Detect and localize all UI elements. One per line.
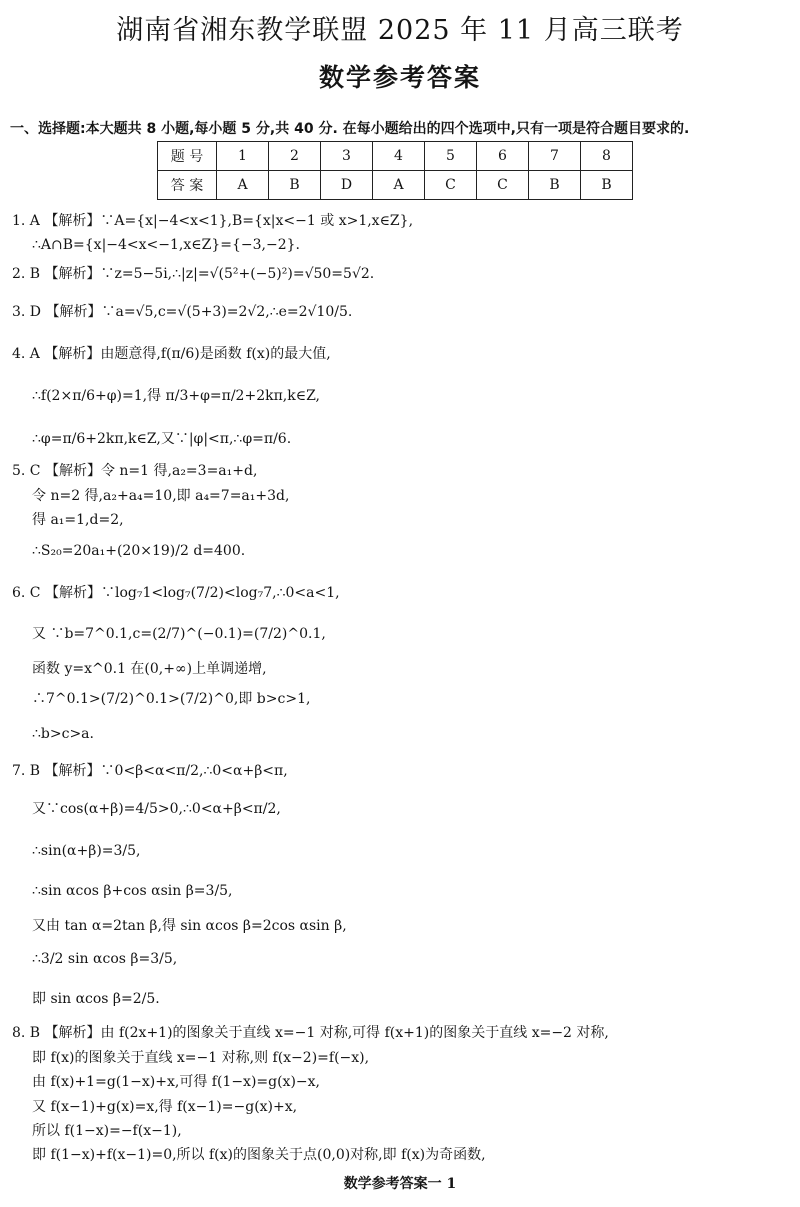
page-footer: 数学参考答案一 1 (343, 1176, 457, 1192)
question-number: 6 (477, 142, 529, 171)
solution-6-line-3: 函数 y=x^0.1 在(0,+∞)上单调递增, (32, 661, 267, 677)
answer-cell: C (425, 171, 477, 200)
question-number: 7 (529, 142, 581, 171)
solution-4-line-2: ∴f(2×π/6+φ)=1,得 π/3+φ=π/2+2kπ,k∈Z, (32, 388, 321, 404)
solution-7-line-6: ∴3/2 sin αcos β=3/5, (32, 951, 178, 967)
solution-6-line-5: ∴b>c>a. (32, 726, 94, 742)
solution-5-line-2: 令 n=2 得,a₂+a₄=10,即 a₄=7=a₁+3d, (32, 488, 290, 504)
solution-7-line-4: ∴sin αcos β+cos αsin β=3/5, (32, 883, 233, 899)
solution-7-line-1: 7. B 【解析】∵0<β<α<π/2,∴0<α+β<π, (12, 763, 288, 779)
solution-7-line-7: 即 sin αcos β=2/5. (32, 991, 160, 1007)
solution-1-line-2: ∴A∩B={x|−4<x<−1,x∈Z}={−3,−2}. (32, 237, 300, 253)
solution-5-line-1: 5. C 【解析】令 n=1 得,a₂=3=a₁+d, (12, 463, 258, 479)
page-subtitle: 数学参考答案 (318, 63, 481, 92)
solution-4-line-1: 4. A 【解析】由题意得,f(π/6)是函数 f(x)的最大值, (12, 346, 331, 362)
answer-cell: B (269, 171, 321, 200)
solution-8-line-2: 即 f(x)的图象关于直线 x=−1 对称,则 f(x−2)=f(−x), (32, 1050, 370, 1066)
answer-cell: B (529, 171, 581, 200)
solution-8-line-6: 即 f(1−x)+f(x−1)=0,所以 f(x)的图象关于点(0,0)对称,即 f(x)为奇函数, (32, 1147, 486, 1163)
answer-cell: D (321, 171, 373, 200)
solution-2-line-1: 2. B 【解析】∵z=5−5i,∴|z|=√(5²+(−5)²)=√50=5√2. (12, 266, 375, 282)
question-number: 2 (269, 142, 321, 171)
table-row (158, 171, 633, 200)
question-number: 3 (321, 142, 373, 171)
solution-7-line-5: 又由 tan α=2tan β,得 sin αcos β=2cos αsin β, (32, 918, 347, 934)
question-number: 8 (581, 142, 633, 171)
question-number: 5 (425, 142, 477, 171)
solution-8-line-5: 所以 f(1−x)=−f(x−1), (32, 1123, 182, 1139)
solution-6-line-4: ∴7^0.1>(7/2)^0.1>(7/2)^0,即 b>c>1, (32, 691, 311, 707)
solution-6-line-1: 6. C 【解析】∵log₇1<log₇(7/2)<log₇7,∴0<a<1, (12, 585, 340, 601)
question-number: 1 (217, 142, 269, 171)
answer-cell: B (581, 171, 633, 200)
answer-cell: C (477, 171, 529, 200)
solution-1-line-1: 1. A 【解析】∵A={x|−4<x<1},B={x|x<−1 或 x>1,x∈Z}, (12, 213, 414, 229)
table-row (158, 142, 633, 171)
table-row-label: 答 案 (158, 171, 217, 200)
section-heading: 一、选择题:本大题共 8 小题,每小题 5 分,共 40 分. 在每小题给出的四个选项中,只有一项是符合题目要求的. (10, 121, 690, 137)
solution-8-line-3: 由 f(x)+1=g(1−x)+x,可得 f(1−x)=g(x)−x, (32, 1074, 320, 1090)
solution-8-line-1: 8. B 【解析】由 f(2x+1)的图象关于直线 x=−1 对称,可得 f(x+1)的图象关于直线 x=−2 对称, (12, 1025, 609, 1041)
solution-5-line-4: ∴S₂₀=20a₁+(20×19)/2 d=400. (32, 543, 246, 559)
answer-cell: A (217, 171, 269, 200)
solution-6-line-2: 又 ∵b=7^0.1,c=(2/7)^(−0.1)=(7/2)^0.1, (32, 626, 326, 642)
solution-4-line-3: ∴φ=π/6+2kπ,k∈Z,又∵|φ|<π,∴φ=π/6. (32, 431, 292, 447)
answer-table (157, 141, 633, 200)
solution-5-line-3: 得 a₁=1,d=2, (32, 512, 124, 528)
table-row-label: 题 号 (158, 142, 217, 171)
solution-3-line-1: 3. D 【解析】∵a=√5,c=√(5+3)=2√2,∴e=2√10/5. (12, 304, 353, 320)
solution-8-line-4: 又 f(x−1)+g(x)=x,得 f(x−1)=−g(x)+x, (32, 1099, 298, 1115)
solution-7-line-3: ∴sin(α+β)=3/5, (32, 843, 141, 859)
solution-7-line-2: 又∵cos(α+β)=4/5>0,∴0<α+β<π/2, (32, 801, 281, 817)
answer-cell: A (373, 171, 425, 200)
page-title: 湖南省湘东教学联盟 2025 年 11 月高三联考 (116, 15, 684, 46)
question-number: 4 (373, 142, 425, 171)
